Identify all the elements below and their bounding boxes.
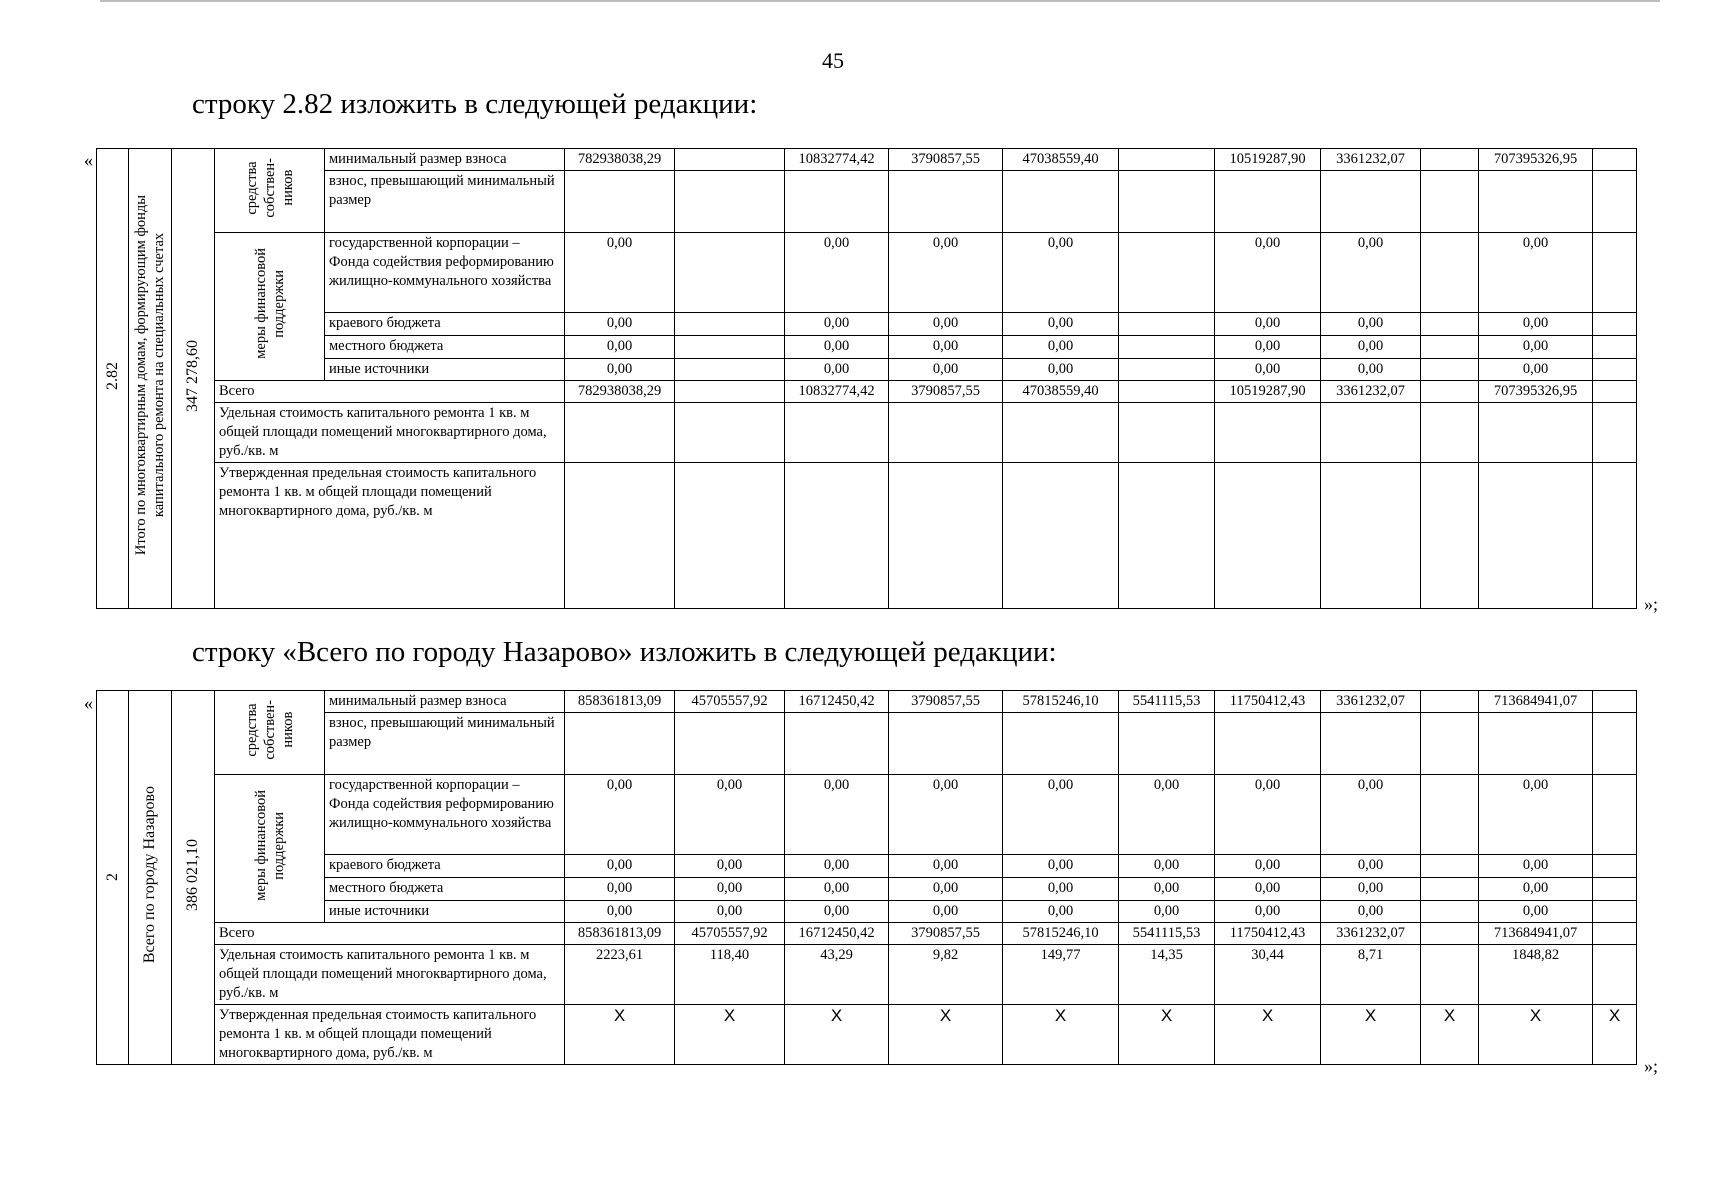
support-group-label: [252, 248, 288, 359]
value-cell: 0,00: [1321, 855, 1421, 878]
value-cell: [1421, 171, 1479, 233]
value-cell: [1593, 313, 1637, 336]
value-cell: 0,00: [565, 855, 675, 878]
value-cell: 0,00: [889, 878, 1003, 901]
value-cell: 0,00: [889, 775, 1003, 855]
row-label: краевого бюджета: [325, 855, 565, 878]
value-cell: X: [1593, 1005, 1637, 1065]
value-cell: [675, 463, 785, 609]
value-cell: 16712450,42: [785, 923, 889, 945]
table-row: [97, 359, 1637, 381]
value-cell: [1215, 463, 1321, 609]
value-cell: 0,00: [785, 233, 889, 313]
value-cell: 0,00: [1003, 878, 1119, 901]
value-cell: 0,00: [785, 313, 889, 336]
value-cell: [1215, 171, 1321, 233]
value-cell: [1321, 171, 1421, 233]
row-label: взнос, превышающий минимальный размер: [325, 171, 565, 233]
value-cell: 0,00: [1479, 233, 1593, 313]
value-cell: [1321, 463, 1421, 609]
owners-group-line: ников: [279, 711, 296, 748]
value-cell: 0,00: [889, 233, 1003, 313]
row-name-line1: Итого по многоквартирным домам, формирующим фонды: [133, 195, 149, 556]
value-cell: [1421, 901, 1479, 923]
value-cell: [1593, 233, 1637, 313]
value-cell: [1119, 403, 1215, 463]
support-group-line: поддержки: [270, 269, 287, 338]
support-group-line: меры финансовой: [252, 248, 269, 359]
value-cell: 1848,82: [1479, 945, 1593, 1005]
value-cell: [1421, 923, 1479, 945]
value-cell: 11750412,43: [1215, 923, 1321, 945]
value-cell: [1119, 149, 1215, 171]
value-cell: [1421, 233, 1479, 313]
value-cell: [1421, 381, 1479, 403]
value-cell: X: [565, 1005, 675, 1065]
row-label: Утвержденная предельная стоимость капитального ремонта 1 кв. м общей площади помещений многоквартирного дома, руб./кв. м: [215, 1005, 565, 1065]
value-cell: 0,00: [1003, 233, 1119, 313]
row-label: местного бюджета: [325, 336, 565, 359]
value-cell: 0,00: [1215, 359, 1321, 381]
section1-close-quote: »;: [1644, 594, 1659, 614]
value-cell: 0,00: [1479, 901, 1593, 923]
value-cell: 0,00: [1321, 901, 1421, 923]
value-cell: [675, 149, 785, 171]
value-cell: 0,00: [1119, 878, 1215, 901]
value-cell: 0,00: [1215, 775, 1321, 855]
section2-heading: строку «Всего по городу Назарово» изложить в следующей редакции:: [192, 636, 1057, 668]
value-cell: [675, 359, 785, 381]
value-cell: 0,00: [1003, 359, 1119, 381]
value-cell: 0,00: [1215, 878, 1321, 901]
table-row: [97, 336, 1637, 359]
value-cell: 0,00: [675, 901, 785, 923]
value-cell: X: [1003, 1005, 1119, 1065]
value-cell: 0,00: [1003, 775, 1119, 855]
value-cell: 0,00: [1321, 336, 1421, 359]
row-label: краевого бюджета: [325, 313, 565, 336]
value-cell: 0,00: [785, 878, 889, 901]
value-cell: [1421, 878, 1479, 901]
value-cell: 0,00: [889, 901, 1003, 923]
owners-group-line: ников: [279, 169, 296, 206]
table-row: [97, 381, 1637, 403]
row-label: минимальный размер взноса: [325, 691, 565, 713]
value-cell: 16712450,42: [785, 691, 889, 713]
value-cell: 0,00: [565, 313, 675, 336]
value-cell: 858361813,09: [565, 923, 675, 945]
value-cell: 707395326,95: [1479, 149, 1593, 171]
value-cell: [675, 313, 785, 336]
section1-table: [96, 148, 1637, 609]
value-cell: [1421, 359, 1479, 381]
value-cell: [1003, 171, 1119, 233]
row-label: Всего: [215, 923, 565, 945]
value-cell: [1479, 713, 1593, 775]
value-cell: 57815246,10: [1003, 923, 1119, 945]
value-cell: [565, 171, 675, 233]
row-name: [132, 195, 168, 555]
value-cell: 0,00: [1321, 233, 1421, 313]
support-group-cell: [215, 233, 325, 381]
value-cell: 0,00: [1003, 901, 1119, 923]
owners-group-line: собствен-: [261, 699, 278, 760]
value-cell: [1421, 313, 1479, 336]
table-row: [97, 149, 1637, 171]
value-cell: 782938038,29: [565, 381, 675, 403]
value-cell: 0,00: [889, 359, 1003, 381]
value-cell: X: [889, 1005, 1003, 1065]
page-number: 45: [822, 48, 844, 73]
value-cell: 0,00: [565, 233, 675, 313]
value-cell: 782938038,29: [565, 149, 675, 171]
table-row: [97, 233, 1637, 313]
value-cell: 0,00: [1119, 775, 1215, 855]
value-cell: [675, 171, 785, 233]
value-cell: 0,00: [1479, 775, 1593, 855]
value-cell: [1593, 855, 1637, 878]
top-border-line: [100, 0, 1660, 2]
value-cell: [1119, 233, 1215, 313]
value-cell: [785, 171, 889, 233]
value-cell: [1593, 691, 1637, 713]
value-cell: [1593, 359, 1637, 381]
value-cell: 713684941,07: [1479, 923, 1593, 945]
value-cell: [1593, 923, 1637, 945]
value-cell: 0,00: [785, 359, 889, 381]
value-cell: 47038559,40: [1003, 149, 1119, 171]
value-cell: [1421, 775, 1479, 855]
value-cell: 858361813,09: [565, 691, 675, 713]
row-name-cell: [129, 691, 172, 1065]
value-cell: [565, 463, 675, 609]
value-cell: 11750412,43: [1215, 691, 1321, 713]
value-cell: 10519287,90: [1215, 381, 1321, 403]
value-cell: 0,00: [785, 855, 889, 878]
value-cell: 3790857,55: [889, 923, 1003, 945]
value-cell: [1479, 463, 1593, 609]
value-cell: [1215, 713, 1321, 775]
value-cell: [1003, 713, 1119, 775]
value-cell: [1119, 336, 1215, 359]
value-cell: 0,00: [675, 878, 785, 901]
owners-group-line: средства: [243, 160, 260, 215]
value-cell: 3361232,07: [1321, 923, 1421, 945]
value-cell: [1421, 855, 1479, 878]
area-cell: [172, 149, 215, 609]
owners-group-line: средства: [243, 702, 260, 757]
section1-heading: строку 2.82 изложить в следующей редакции:: [192, 88, 758, 120]
value-cell: [1421, 149, 1479, 171]
value-cell: [1321, 403, 1421, 463]
value-cell: 0,00: [565, 775, 675, 855]
value-cell: [675, 381, 785, 403]
value-cell: [1593, 403, 1637, 463]
value-cell: 0,00: [565, 901, 675, 923]
value-cell: 707395326,95: [1479, 381, 1593, 403]
value-cell: 0,00: [675, 855, 785, 878]
value-cell: 0,00: [889, 313, 1003, 336]
value-cell: [1421, 403, 1479, 463]
value-cell: [1421, 463, 1479, 609]
row-label: местного бюджета: [325, 878, 565, 901]
value-cell: 3361232,07: [1321, 381, 1421, 403]
value-cell: [675, 233, 785, 313]
support-group-line: поддержки: [270, 811, 287, 880]
value-cell: 0,00: [1215, 855, 1321, 878]
value-cell: [675, 336, 785, 359]
value-cell: 45705557,92: [675, 691, 785, 713]
row-label: государственной корпорации – Фонда содействия реформированию жилищно-коммунального хозяйства: [325, 233, 565, 313]
value-cell: 149,77: [1003, 945, 1119, 1005]
section2-table: [96, 690, 1637, 1065]
value-cell: 0,00: [1479, 855, 1593, 878]
value-cell: 0,00: [1479, 878, 1593, 901]
value-cell: [1119, 171, 1215, 233]
value-cell: 0,00: [565, 359, 675, 381]
value-cell: [1593, 171, 1637, 233]
value-cell: [1119, 463, 1215, 609]
value-cell: 118,40: [675, 945, 785, 1005]
table-row: [97, 901, 1637, 923]
value-cell: [1119, 359, 1215, 381]
table-row: [97, 945, 1637, 1005]
value-cell: [1593, 149, 1637, 171]
value-cell: [1593, 945, 1637, 1005]
table-row: [97, 1005, 1637, 1065]
value-cell: [1593, 713, 1637, 775]
value-cell: [1003, 403, 1119, 463]
row-label: Удельная стоимость капитального ремонта 1 кв. м общей площади помещений многоквартирного дома, руб./кв. м: [215, 945, 565, 1005]
value-cell: 3361232,07: [1321, 149, 1421, 171]
value-cell: 3790857,55: [889, 381, 1003, 403]
value-cell: 0,00: [1119, 901, 1215, 923]
value-cell: 0,00: [1321, 878, 1421, 901]
value-cell: 9,82: [889, 945, 1003, 1005]
table-row: [97, 855, 1637, 878]
value-cell: 10832774,42: [785, 381, 889, 403]
value-cell: 0,00: [1215, 313, 1321, 336]
value-cell: [785, 713, 889, 775]
value-cell: 0,00: [1215, 336, 1321, 359]
value-cell: [1479, 403, 1593, 463]
value-cell: 0,00: [1003, 313, 1119, 336]
value-cell: 0,00: [1215, 901, 1321, 923]
table-row: [97, 691, 1637, 713]
value-cell: [1119, 381, 1215, 403]
table-row: [97, 313, 1637, 336]
value-cell: [1321, 713, 1421, 775]
value-cell: [675, 713, 785, 775]
value-cell: [675, 403, 785, 463]
value-cell: 3790857,55: [889, 691, 1003, 713]
row-label: государственной корпорации – Фонда содействия реформированию жилищно-коммунального хозяйства: [325, 775, 565, 855]
owners-group-label: [243, 158, 297, 218]
value-cell: 8,71: [1321, 945, 1421, 1005]
row-label: иные источники: [325, 359, 565, 381]
row-label: Утвержденная предельная стоимость капитального ремонта 1 кв. м общей площади помещений многоквартирного дома, руб./кв. м: [215, 463, 565, 609]
section2-open-quote: «: [84, 693, 93, 713]
row-number: 2.82: [103, 361, 121, 390]
value-cell: X: [1119, 1005, 1215, 1065]
value-cell: 2223,61: [565, 945, 675, 1005]
value-cell: [1593, 878, 1637, 901]
value-cell: [1421, 336, 1479, 359]
value-cell: [889, 713, 1003, 775]
value-cell: 0,00: [1215, 233, 1321, 313]
value-cell: 0,00: [1321, 775, 1421, 855]
value-cell: X: [1479, 1005, 1593, 1065]
owners-group-label: [243, 700, 297, 760]
value-cell: [1421, 945, 1479, 1005]
value-cell: [889, 403, 1003, 463]
table-row: [97, 403, 1637, 463]
value-cell: 0,00: [1003, 855, 1119, 878]
value-cell: 0,00: [889, 336, 1003, 359]
value-cell: [565, 403, 675, 463]
value-cell: X: [1215, 1005, 1321, 1065]
table-row: [97, 923, 1637, 945]
value-cell: 5541115,53: [1119, 923, 1215, 945]
value-cell: 10519287,90: [1215, 149, 1321, 171]
table-row: [97, 713, 1637, 775]
value-cell: [1421, 713, 1479, 775]
value-cell: [785, 463, 889, 609]
value-cell: [1593, 381, 1637, 403]
value-cell: [785, 403, 889, 463]
area-value: 347 278,60: [184, 339, 201, 412]
table-row: [97, 171, 1637, 233]
support-group-line: меры финансовой: [252, 790, 269, 901]
value-cell: 0,00: [785, 775, 889, 855]
support-group-cell: [215, 775, 325, 923]
row-number-cell: [97, 149, 129, 609]
value-cell: 0,00: [889, 855, 1003, 878]
value-cell: 0,00: [1003, 336, 1119, 359]
table-row: [97, 878, 1637, 901]
value-cell: [1479, 171, 1593, 233]
value-cell: [1593, 463, 1637, 609]
value-cell: X: [675, 1005, 785, 1065]
value-cell: [1593, 901, 1637, 923]
value-cell: [1593, 336, 1637, 359]
row-label: иные источники: [325, 901, 565, 923]
row-name-line2: капитального ремонта на специальных счетах: [151, 233, 167, 518]
owners-group-line: собствен-: [261, 157, 278, 218]
value-cell: [1215, 403, 1321, 463]
area-value: 386 021,10: [184, 838, 201, 911]
value-cell: 0,00: [565, 336, 675, 359]
value-cell: 0,00: [785, 901, 889, 923]
value-cell: 713684941,07: [1479, 691, 1593, 713]
value-cell: [565, 713, 675, 775]
value-cell: 5541115,53: [1119, 691, 1215, 713]
section1-open-quote: «: [84, 150, 93, 170]
value-cell: X: [1321, 1005, 1421, 1065]
value-cell: [889, 463, 1003, 609]
value-cell: 0,00: [1119, 855, 1215, 878]
table-row: [97, 775, 1637, 855]
row-number: 2: [103, 873, 121, 881]
value-cell: 43,29: [785, 945, 889, 1005]
area-cell: [172, 691, 215, 1065]
row-label: Удельная стоимость капитального ремонта 1 кв. м общей площади помещений многоквартирного дома, руб./кв. м: [215, 403, 565, 463]
owners-group-cell: [215, 149, 325, 233]
value-cell: 0,00: [1321, 313, 1421, 336]
value-cell: [1421, 691, 1479, 713]
value-cell: 0,00: [1479, 313, 1593, 336]
table-row: [97, 463, 1637, 609]
value-cell: 0,00: [785, 336, 889, 359]
section2-close-quote: »;: [1644, 1056, 1659, 1076]
value-cell: 10832774,42: [785, 149, 889, 171]
value-cell: 3790857,55: [889, 149, 1003, 171]
value-cell: 0,00: [565, 878, 675, 901]
row-label: Всего: [215, 381, 565, 403]
value-cell: [1003, 463, 1119, 609]
value-cell: 0,00: [675, 775, 785, 855]
row-number-cell: [97, 691, 129, 1065]
value-cell: 3361232,07: [1321, 691, 1421, 713]
value-cell: [1119, 313, 1215, 336]
row-label: взнос, превышающий минимальный размер: [325, 713, 565, 775]
row-name-cell: [129, 149, 172, 609]
value-cell: X: [1421, 1005, 1479, 1065]
value-cell: 0,00: [1479, 336, 1593, 359]
value-cell: 47038559,40: [1003, 381, 1119, 403]
value-cell: [1593, 775, 1637, 855]
value-cell: [1119, 713, 1215, 775]
value-cell: 45705557,92: [675, 923, 785, 945]
support-group-label: [252, 790, 288, 901]
value-cell: X: [785, 1005, 889, 1065]
row-label: минимальный размер взноса: [325, 149, 565, 171]
value-cell: [889, 171, 1003, 233]
value-cell: 0,00: [1321, 359, 1421, 381]
value-cell: 14,35: [1119, 945, 1215, 1005]
value-cell: 0,00: [1479, 359, 1593, 381]
value-cell: 57815246,10: [1003, 691, 1119, 713]
row-name: Всего по городу Назарово: [141, 785, 158, 964]
owners-group-cell: [215, 691, 325, 775]
value-cell: 30,44: [1215, 945, 1321, 1005]
